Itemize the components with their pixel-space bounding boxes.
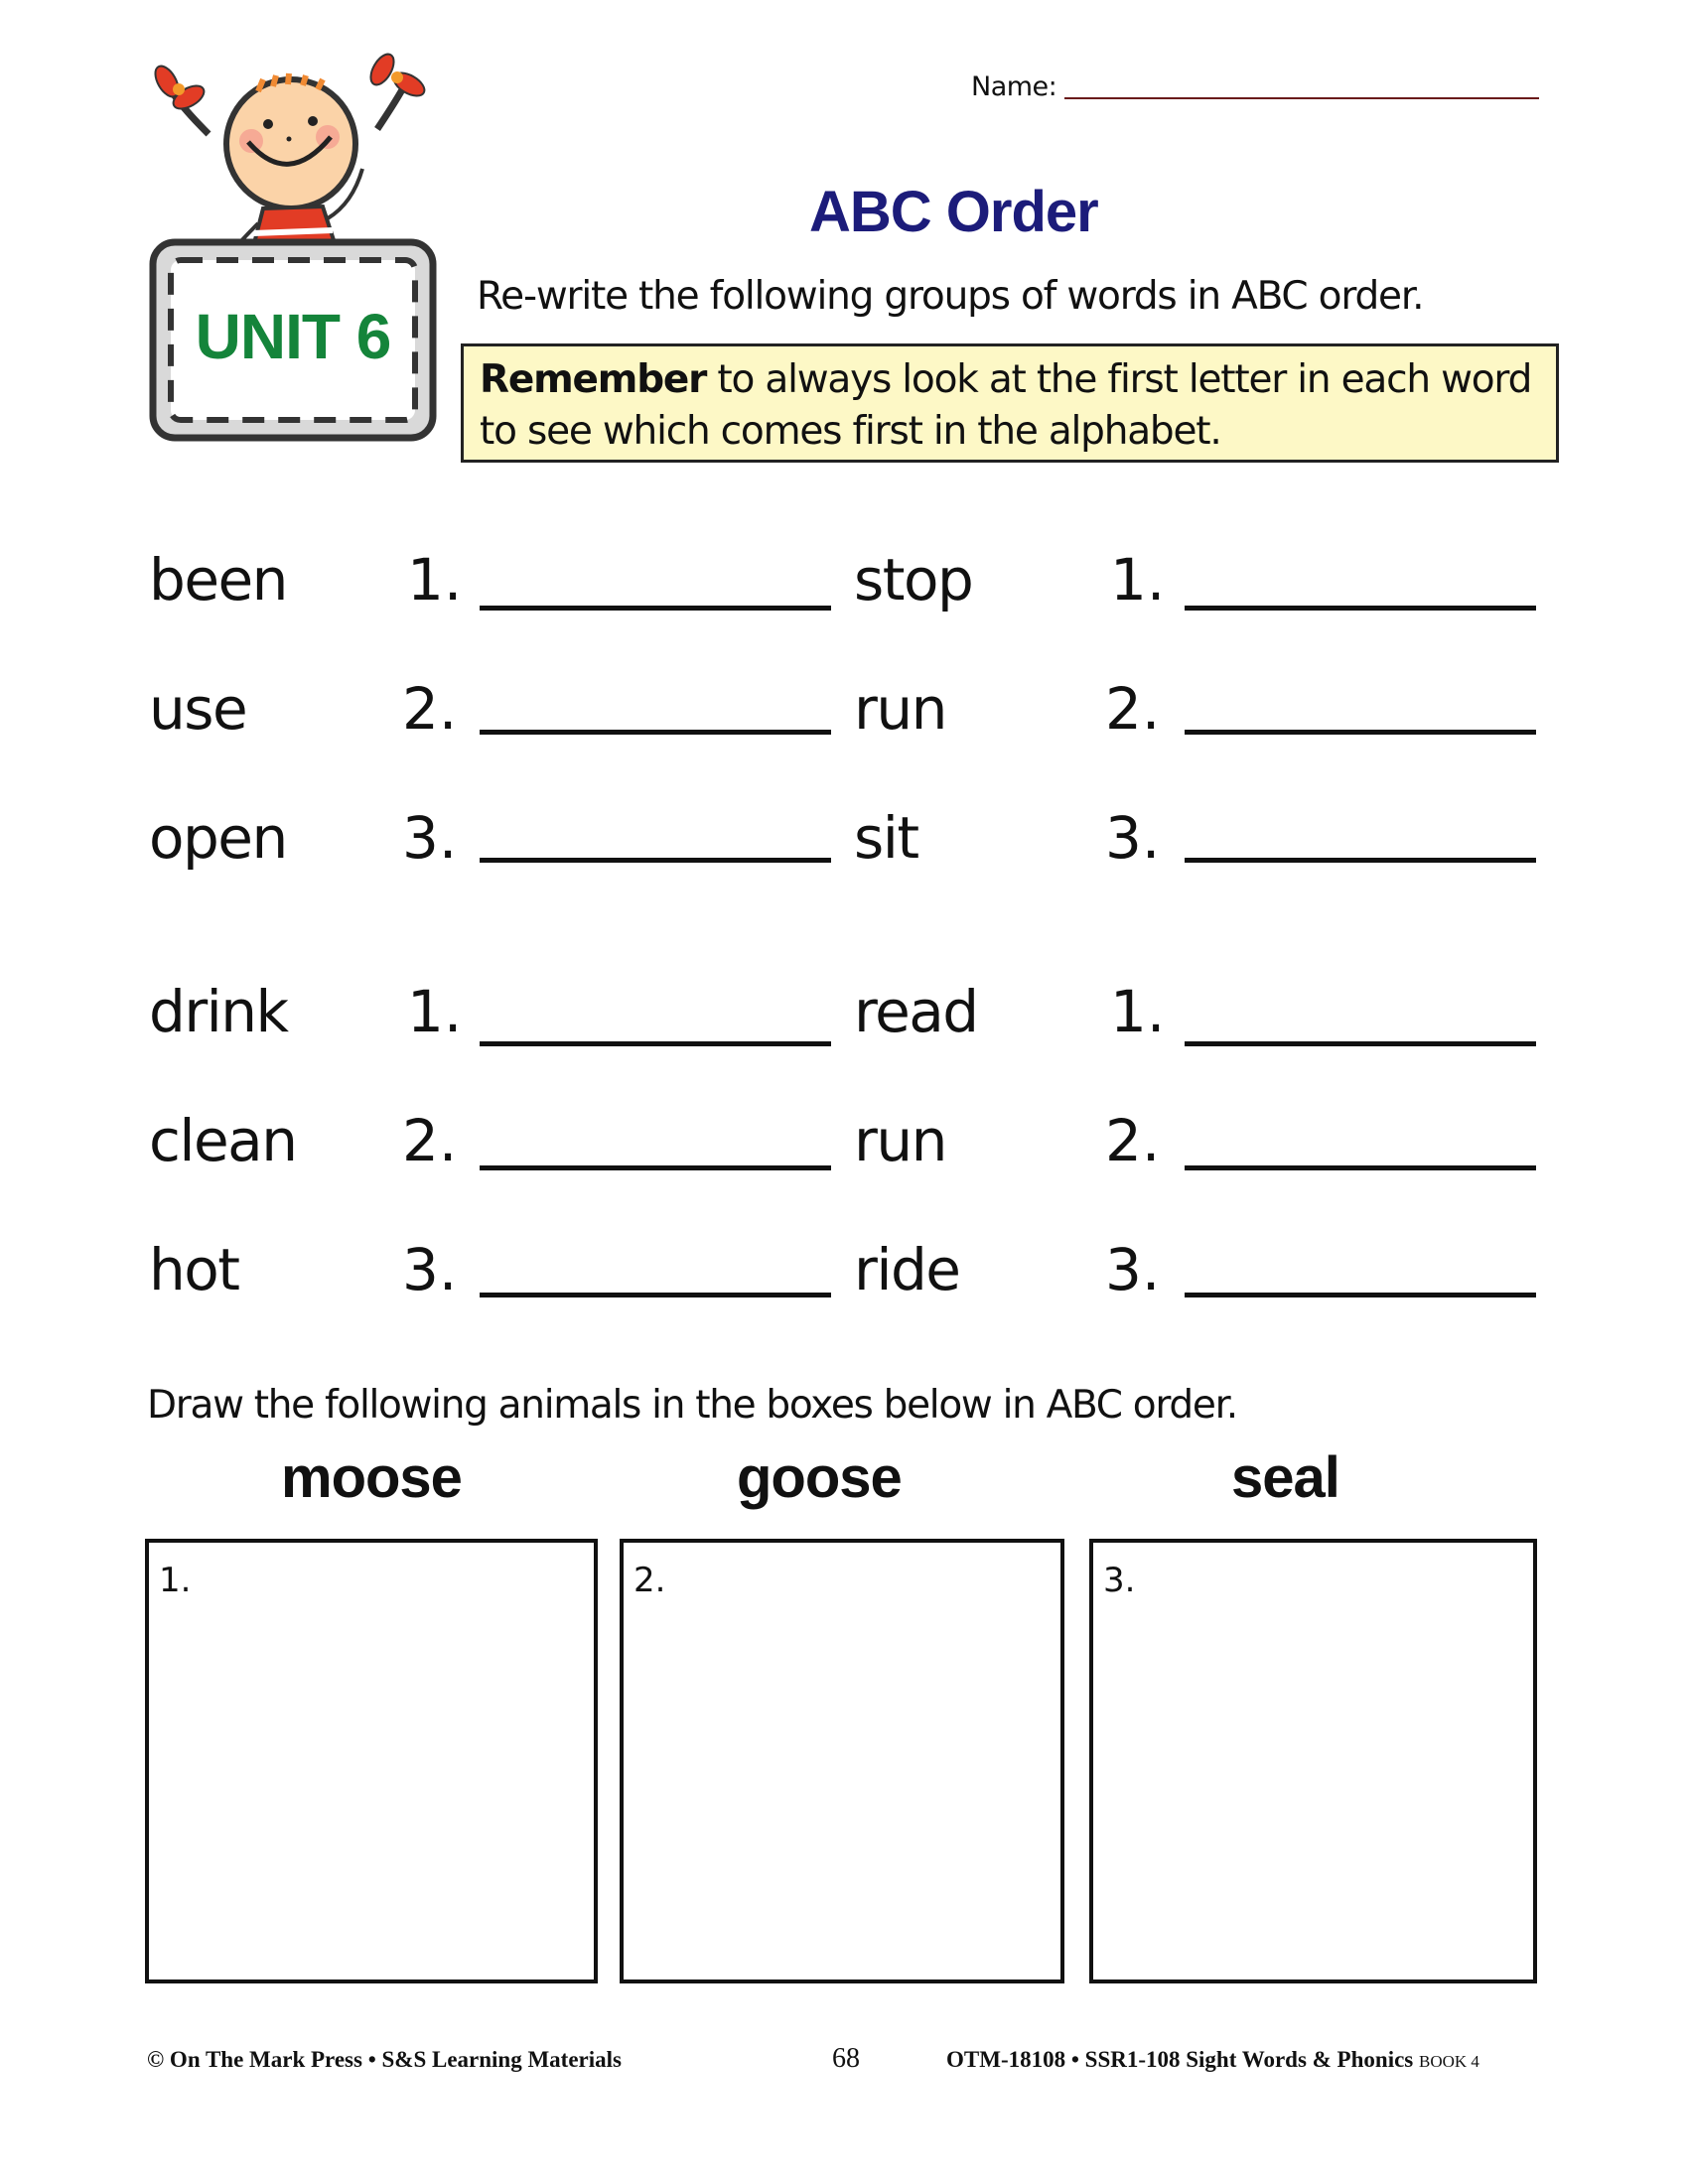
- word: been: [149, 546, 287, 614]
- answer-blank[interactable]: [1185, 1165, 1536, 1170]
- answer-number: 1.: [1110, 546, 1166, 614]
- answer-number: 2.: [402, 675, 458, 743]
- footer-book: BOOK 4: [1419, 2052, 1479, 2071]
- word: use: [149, 675, 247, 743]
- answer-number: 3.: [1105, 1236, 1161, 1303]
- word: drink: [149, 978, 288, 1045]
- footer-series: [946, 2047, 1479, 2073]
- answer-number: 1.: [1110, 978, 1166, 1045]
- answer-number: 3.: [402, 804, 458, 872]
- footer-copyright: © On The Mark Press • S&S Learning Materials: [147, 2047, 622, 2072]
- drawing-box-3[interactable]: [1089, 1539, 1537, 1983]
- answer-blank[interactable]: [480, 1041, 831, 1046]
- answer-blank[interactable]: [1185, 858, 1536, 863]
- drawing-box-1[interactable]: [145, 1539, 598, 1983]
- word: stop: [854, 546, 973, 614]
- answer-blank[interactable]: [1185, 606, 1536, 611]
- name-label: Name:: [971, 71, 1057, 102]
- answer-number: 2.: [1105, 1107, 1161, 1174]
- name-input-line[interactable]: [1064, 97, 1539, 99]
- word: hot: [149, 1236, 239, 1303]
- remember-text: to always look at the first letter in each word to see which comes first in the alphabet.: [480, 357, 1532, 454]
- word: sit: [854, 804, 918, 872]
- unit-label: UNIT 6: [195, 301, 391, 372]
- answer-number: 2.: [1105, 675, 1161, 743]
- page-number: 68: [832, 2043, 860, 2074]
- remember-bold: Remember: [480, 357, 707, 402]
- unit-badge: [149, 238, 437, 442]
- word: run: [854, 1107, 946, 1174]
- answer-number: 2.: [402, 1107, 458, 1174]
- instructions: Re-write the following groups of words in ABC order.: [477, 274, 1424, 319]
- answer-number: 3.: [402, 1236, 458, 1303]
- box-number: 2.: [633, 1561, 666, 1600]
- word: open: [149, 804, 287, 872]
- answer-blank[interactable]: [480, 1165, 831, 1170]
- draw-instructions: Draw the following animals in the boxes below in ABC order.: [147, 1383, 1237, 1428]
- answer-number: 1.: [407, 978, 463, 1045]
- box-number: 3.: [1103, 1561, 1136, 1600]
- box-number: 1.: [159, 1561, 192, 1600]
- word: run: [854, 675, 946, 743]
- drawing-box-2[interactable]: [620, 1539, 1064, 1983]
- answer-number: 3.: [1105, 804, 1161, 872]
- answer-blank[interactable]: [480, 1293, 831, 1297]
- word: clean: [149, 1107, 297, 1174]
- answer-blank[interactable]: [480, 606, 831, 611]
- answer-blank[interactable]: [1185, 1293, 1536, 1297]
- answer-blank[interactable]: [480, 858, 831, 863]
- animal-word: goose: [737, 1445, 902, 1510]
- animal-word: moose: [281, 1445, 462, 1510]
- word: ride: [854, 1236, 960, 1303]
- answer-blank[interactable]: [1185, 730, 1536, 735]
- answer-number: 1.: [407, 546, 463, 614]
- remember-callout: [461, 343, 1559, 463]
- footer-series-text: OTM-18108 • SSR1-108 Sight Words & Phonics: [946, 2047, 1414, 2072]
- word: read: [854, 978, 978, 1045]
- animal-word: seal: [1231, 1445, 1339, 1510]
- answer-blank[interactable]: [1185, 1041, 1536, 1046]
- answer-blank[interactable]: [480, 730, 831, 735]
- page-title: ABC Order: [809, 180, 1098, 244]
